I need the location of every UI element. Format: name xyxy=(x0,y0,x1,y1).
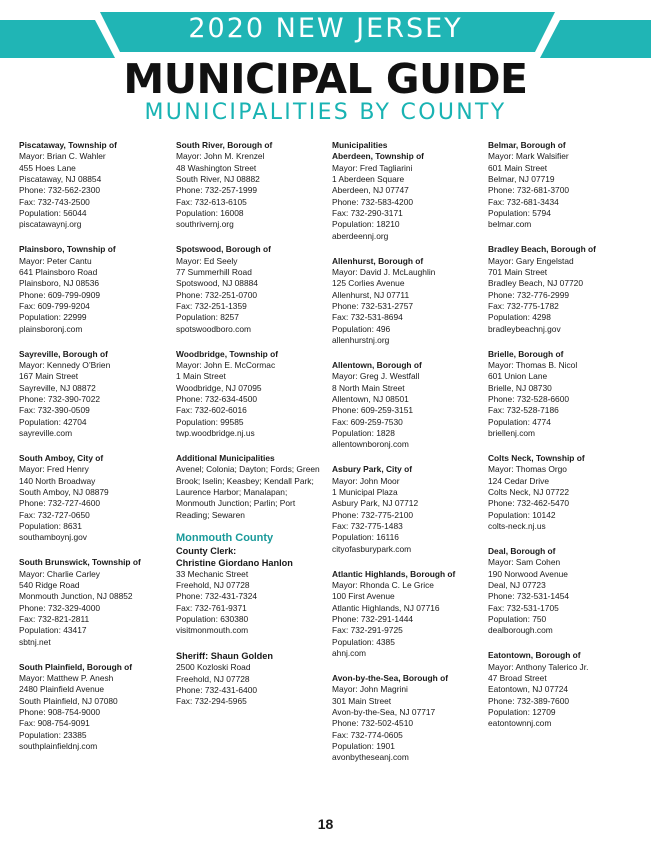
additional-municipalities xyxy=(176,453,326,521)
banner-year-title: 2020 NEW JERSEY xyxy=(188,13,463,44)
municipality-detail: 125 Corlies Avenue xyxy=(332,278,405,289)
municipality-detail: Phone: 732-257-1999 xyxy=(176,185,258,196)
municipality-detail: Fax: 732-613-6105 xyxy=(176,196,247,207)
detail-line: Freehold, NJ 07728 xyxy=(176,580,250,591)
municipality-detail: spotswoodboro.com xyxy=(176,323,251,334)
column-1 xyxy=(19,140,169,766)
municipality-detail: Mayor: John E. McCormac xyxy=(176,360,276,371)
municipality-detail: Fax: 732-727-0650 xyxy=(19,509,90,520)
municipality-detail: Population: 4385 xyxy=(332,636,395,647)
clerk-details xyxy=(176,569,326,637)
municipality-detail: Eatontown, NJ 07724 xyxy=(488,684,569,695)
clerk-label: County Clerk: xyxy=(176,545,237,556)
municipality-detail: 1 Aberdeen Square xyxy=(332,174,405,185)
detail-line: 2500 Kozloski Road xyxy=(176,662,251,673)
municipality-detail: Mayor: Sam Cohen xyxy=(488,557,561,568)
municipality-detail: Deal, NJ 07723 xyxy=(488,580,546,591)
municipality-detail: Fax: 732-681-3434 xyxy=(488,196,559,207)
municipality-detail: Fax: 732-531-1705 xyxy=(488,602,559,613)
municipality-detail: Population: 99585 xyxy=(176,416,244,427)
detail-line: 33 Mechanic Street xyxy=(176,568,249,579)
municipality-entry xyxy=(19,557,169,648)
monmouth-county-section xyxy=(176,531,326,708)
municipality-detail: Mayor: Greg J. Westfall xyxy=(332,371,420,382)
municipality-detail: dealborough.com xyxy=(488,625,553,636)
municipality-name: South River, Borough of xyxy=(176,140,273,150)
municipality-detail: Fax: 908-754-9091 xyxy=(19,718,90,729)
detail-line: Phone: 732-431-7324 xyxy=(176,591,258,602)
municipality-name: Colts Neck, Township of xyxy=(488,453,585,464)
column-4 xyxy=(488,140,638,743)
municipality-detail: Fax: 732-775-1782 xyxy=(488,301,559,312)
municipality-detail: Population: 42704 xyxy=(19,416,87,427)
municipality-detail: Phone: 908-754-9000 xyxy=(19,707,101,718)
municipality-detail: 8 North Main Street xyxy=(332,382,405,393)
municipality-detail: Mayor: Peter Cantu xyxy=(19,255,92,266)
municipality-detail: Fax: 609-259-7530 xyxy=(332,416,403,427)
municipality-detail: 140 North Broadway xyxy=(19,475,96,486)
municipality-detail: Avon-by-the-Sea, NJ 07717 xyxy=(332,707,436,718)
municipality-entry xyxy=(19,349,169,440)
municipality-detail: Phone: 609-799-0909 xyxy=(19,289,101,300)
detail-line: Fax: 732-294-5965 xyxy=(176,696,247,707)
municipality-detail: 455 Hoes Lane xyxy=(19,162,76,173)
municipality-detail: 1 Main Street xyxy=(176,371,226,382)
municipality-detail: 701 Main Street xyxy=(488,267,548,278)
municipality-detail: Population: 43417 xyxy=(19,625,87,636)
municipality-detail: sayreville.com xyxy=(19,428,73,439)
municipality-entry xyxy=(332,464,482,555)
municipality-detail: southplainfieldnj.com xyxy=(19,741,98,752)
municipality-detail: Phone: 732-775-2100 xyxy=(332,509,414,520)
municipality-detail: Phone: 732-634-4500 xyxy=(176,394,258,405)
municipality-name: Spotswood, Borough of xyxy=(176,244,271,255)
municipality-name: Asbury Park, City of xyxy=(332,464,413,475)
clerk-name: Christine Giordano Hanlon xyxy=(176,557,293,568)
municipality-name: Sayreville, Borough of xyxy=(19,348,108,359)
municipality-detail: Colts Neck, NJ 07722 xyxy=(488,487,569,498)
municipality-entry xyxy=(332,256,482,347)
municipality-detail: 100 First Avenue xyxy=(332,591,395,602)
municipality-entry xyxy=(332,569,482,660)
municipality-entry xyxy=(332,673,482,764)
municipality-detail: Mayor: John M. Krenzel xyxy=(176,151,265,162)
municipality-name: Allenhurst, Borough of xyxy=(332,255,424,266)
municipality-detail: 48 Washington Street xyxy=(176,162,257,173)
municipality-detail: 124 Cedar Drive xyxy=(488,475,549,486)
municipality-detail: aberdeennj.org xyxy=(332,230,389,241)
municipality-detail: Mayor: Fred Henry xyxy=(19,464,89,475)
municipality-detail: piscatawaynj.org xyxy=(19,219,82,230)
municipality-detail: Mayor: Ed Seely xyxy=(176,255,238,266)
municipality-detail: Sayreville, NJ 08872 xyxy=(19,382,96,393)
municipality-detail: Brielle, NJ 08730 xyxy=(488,382,552,393)
detail-line: Phone: 732-431-6400 xyxy=(176,685,258,696)
municipality-detail: South Plainfield, NJ 07080 xyxy=(19,695,118,706)
municipality-entry xyxy=(176,349,326,440)
municipality-detail: Mayor: Brian C. Wahler xyxy=(19,151,106,162)
municipality-detail: Woodbridge, NJ 07095 xyxy=(176,382,262,393)
municipality-detail: 167 Main Street xyxy=(19,371,79,382)
municipality-detail: 540 Ridge Road xyxy=(19,580,80,591)
municipality-detail: Plainsboro, NJ 08536 xyxy=(19,278,100,289)
detail-line: visitmonmouth.com xyxy=(176,625,249,636)
municipality-detail: 641 Plainsboro Road xyxy=(19,267,98,278)
municipality-detail: briellenj.com xyxy=(488,428,536,439)
municipality-detail: Phone: 732-531-2757 xyxy=(332,301,414,312)
municipality-detail: Fax: 732-774-0605 xyxy=(332,729,403,740)
municipality-detail: Bradley Beach, NJ 07720 xyxy=(488,278,583,289)
municipality-name: Brielle, Borough of xyxy=(488,348,564,359)
municipality-detail: Phone: 732-531-1454 xyxy=(488,591,570,602)
municipality-detail: Population: 4774 xyxy=(488,416,551,427)
municipality-detail: Population: 56044 xyxy=(19,208,87,219)
municipality-detail: Monmouth Junction, NJ 08852 xyxy=(19,591,133,602)
municipality-detail: Population: 8631 xyxy=(19,521,82,532)
column-2 xyxy=(176,140,326,721)
municipality-name: Aberdeen, Township of xyxy=(332,151,424,162)
municipality-name: South Plainfield, Borough of xyxy=(19,661,133,672)
municipality-entry xyxy=(19,140,169,231)
municipality-detail: belmar.com xyxy=(488,219,532,230)
municipality-detail: 47 Broad Street xyxy=(488,673,547,684)
municipality-detail: ahnj.com xyxy=(332,648,366,659)
municipality-name: Deal, Borough of xyxy=(488,546,556,557)
detail-line: Population: 630380 xyxy=(176,614,249,625)
municipality-entry xyxy=(19,662,169,753)
municipality-detail: southamboynj.gov xyxy=(19,532,87,543)
municipality-detail: Phone: 732-390-7022 xyxy=(19,394,101,405)
column-3 xyxy=(332,140,482,777)
municipality-detail: Population: 5794 xyxy=(488,208,551,219)
municipality-detail: Phone: 732-562-2300 xyxy=(19,185,101,196)
municipality-detail: Population: 18210 xyxy=(332,219,400,230)
municipality-detail: Mayor: Anthony Talerico Jr. xyxy=(488,661,589,672)
municipality-detail: Mayor: Thomas B. Nicol xyxy=(488,360,578,371)
municipality-detail: 601 Union Lane xyxy=(488,371,548,382)
municipality-detail: Fax: 732-528-7186 xyxy=(488,405,559,416)
municipality-detail: Atlantic Highlands, NJ 07716 xyxy=(332,602,440,613)
municipality-detail: Population: 1901 xyxy=(332,741,395,752)
municipality-entry xyxy=(332,140,482,242)
municipality-detail: Allentown, NJ 08501 xyxy=(332,394,409,405)
municipality-detail: Phone: 732-389-7600 xyxy=(488,695,570,706)
municipality-detail: bradleybeachnj.gov xyxy=(488,323,561,334)
page-subtitle: MUNICIPALITIES BY COUNTY xyxy=(144,100,507,125)
municipality-detail: 77 Summerhill Road xyxy=(176,267,252,278)
municipality-detail: Phone: 732-291-1444 xyxy=(332,614,414,625)
municipality-entry xyxy=(332,360,482,451)
municipality-detail: Phone: 732-776-2999 xyxy=(488,289,570,300)
municipality-entry xyxy=(488,140,638,231)
municipality-detail: Phone: 732-583-4200 xyxy=(332,196,414,207)
municipality-detail: South Amboy, NJ 08879 xyxy=(19,487,109,498)
municipality-detail: Phone: 609-259-3151 xyxy=(332,405,414,416)
municipality-entry xyxy=(176,244,326,335)
municipality-detail: Population: 1828 xyxy=(332,428,395,439)
municipality-detail: 1 Municipal Plaza xyxy=(332,487,398,498)
municipality-detail: Fax: 732-290-3171 xyxy=(332,208,403,219)
page-number: 18 xyxy=(317,816,334,832)
municipality-detail: Asbury Park, NJ 07712 xyxy=(332,498,419,509)
page-title: MUNICIPAL GUIDE xyxy=(123,55,528,103)
municipality-detail: Population: 12709 xyxy=(488,707,556,718)
additional-title: Additional Municipalities xyxy=(176,453,275,464)
municipality-detail: 2480 Plainfield Avenue xyxy=(19,684,105,695)
municipality-detail: Phone: 732-528-6600 xyxy=(488,394,570,405)
municipality-detail: Fax: 732-251-1359 xyxy=(176,301,247,312)
municipality-name: Municipalities xyxy=(332,140,388,150)
additional-text: Avenel; Colonia; Dayton; Fords; Green Brook; Iselin; Keasbey; Kendall Park; Laurence Harbor; Manalapan; Monmouth Junction; Parlin; Port Reading; Sewaren xyxy=(176,464,320,520)
municipality-detail: Fax: 732-291-9725 xyxy=(332,625,403,636)
municipality-detail: Population: 4298 xyxy=(488,312,551,323)
municipality-detail: Phone: 732-727-4600 xyxy=(19,498,101,509)
sheriff-details xyxy=(176,662,326,707)
county-heading: Monmouth County xyxy=(176,531,274,544)
sheriff-heading: Sheriff: Shaun Golden xyxy=(176,651,273,662)
municipality-name: South Brunswick, Township of xyxy=(19,557,141,568)
municipality-detail: Phone: 732-251-0700 xyxy=(176,289,258,300)
municipality-detail: Phone: 732-681-3700 xyxy=(488,185,570,196)
municipality-name: Piscataway, Township of xyxy=(19,140,117,150)
municipality-entry xyxy=(488,453,638,532)
municipality-detail: Piscataway, NJ 08854 xyxy=(19,174,102,185)
municipality-detail: Belmar, NJ 07719 xyxy=(488,174,555,185)
municipality-name: Eatontown, Borough of xyxy=(488,650,581,661)
municipality-detail: Mayor: John Magrini xyxy=(332,684,408,695)
municipality-entry xyxy=(488,244,638,335)
municipality-detail: Population: 16008 xyxy=(176,208,244,219)
municipality-detail: southrivernj.org xyxy=(176,219,234,230)
municipality-name: Belmar, Borough of xyxy=(488,140,566,150)
municipality-detail: avonbytheseanj.com xyxy=(332,752,409,763)
municipality-detail: 190 Norwood Avenue xyxy=(488,568,568,579)
municipality-detail: allentownboronj.com xyxy=(332,439,409,450)
municipality-name: Avon-by-the-Sea, Borough of xyxy=(332,673,449,684)
municipality-detail: eatontownnj.com xyxy=(488,718,552,729)
municipality-detail: Population: 23385 xyxy=(19,729,87,740)
municipality-entry xyxy=(488,546,638,637)
municipality-entry xyxy=(488,650,638,729)
municipality-detail: Mayor: Matthew P. Anesh xyxy=(19,673,114,684)
municipality-detail: Phone: 732-502-4510 xyxy=(332,718,414,729)
detail-line: Freehold, NJ 07728 xyxy=(176,673,250,684)
municipality-detail: Fax: 732-743-2500 xyxy=(19,196,90,207)
municipality-name: Allentown, Borough of xyxy=(332,360,422,371)
municipality-entry xyxy=(19,453,169,544)
municipality-detail: Mayor: Gary Engelstad xyxy=(488,255,574,266)
municipality-detail: Population: 10142 xyxy=(488,509,556,520)
municipality-detail: Mayor: David J. McLaughlin xyxy=(332,267,436,278)
municipality-entry xyxy=(19,244,169,335)
municipality-detail: Fax: 732-531-8694 xyxy=(332,312,403,323)
municipality-detail: Fax: 732-775-1483 xyxy=(332,521,403,532)
municipality-entry xyxy=(176,140,326,231)
municipality-detail: allenhurstnj.org xyxy=(332,335,390,346)
municipality-detail: sbtnj.net xyxy=(19,636,51,647)
municipality-detail: Population: 22999 xyxy=(19,312,87,323)
municipality-detail: Phone: 732-329-4000 xyxy=(19,602,101,613)
municipality-detail: Mayor: Thomas Orgo xyxy=(488,464,567,475)
municipality-detail: Mayor: John Moor xyxy=(332,475,400,486)
municipality-detail: Aberdeen, NJ 07747 xyxy=(332,185,409,196)
municipality-detail: Population: 16116 xyxy=(332,532,399,543)
municipality-name: Plainsboro, Township of xyxy=(19,244,116,255)
municipality-detail: Mayor: Charlie Carley xyxy=(19,568,100,579)
municipality-detail: Mayor: Mark Walsifier xyxy=(488,151,569,162)
municipality-detail: Fax: 732-602-6016 xyxy=(176,405,247,416)
municipality-detail: Phone: 732-462-5470 xyxy=(488,498,570,509)
municipality-name: Woodbridge, Township of xyxy=(176,348,279,359)
municipality-detail: South River, NJ 08882 xyxy=(176,174,260,185)
municipality-name: Bradley Beach, Borough of xyxy=(488,244,596,255)
detail-line: Fax: 732-761-9371 xyxy=(176,602,247,613)
municipality-detail: Spotswood, NJ 08884 xyxy=(176,278,258,289)
municipality-name: Atlantic Highlands, Borough of xyxy=(332,568,456,579)
municipality-detail: Fax: 732-390-0509 xyxy=(19,405,90,416)
municipality-detail: Fax: 732-821-2811 xyxy=(19,614,90,625)
municipality-name: South Amboy, City of xyxy=(19,453,104,464)
municipality-detail: 601 Main Street xyxy=(488,162,548,173)
municipality-detail: Mayor: Kennedy O’Brien xyxy=(19,360,111,371)
municipality-detail: plainsboronj.com xyxy=(19,323,83,334)
municipality-detail: Population: 496 xyxy=(332,323,391,334)
municipality-entry xyxy=(488,349,638,440)
municipality-detail: cityofasburypark.com xyxy=(332,543,412,554)
municipality-detail: Population: 750 xyxy=(488,614,547,625)
municipality-detail: twp.woodbridge.nj.us xyxy=(176,428,255,439)
municipality-detail: 301 Main Street xyxy=(332,695,392,706)
municipality-detail: Mayor: Fred Tagliarini xyxy=(332,162,413,173)
municipality-detail: Fax: 609-799-9204 xyxy=(19,301,90,312)
municipality-detail: Allenhurst, NJ 07711 xyxy=(332,289,410,300)
municipality-detail: colts-neck.nj.us xyxy=(488,521,546,532)
municipality-detail: Mayor: Rhonda C. Le Grice xyxy=(332,580,434,591)
municipality-detail: Population: 8257 xyxy=(176,312,239,323)
